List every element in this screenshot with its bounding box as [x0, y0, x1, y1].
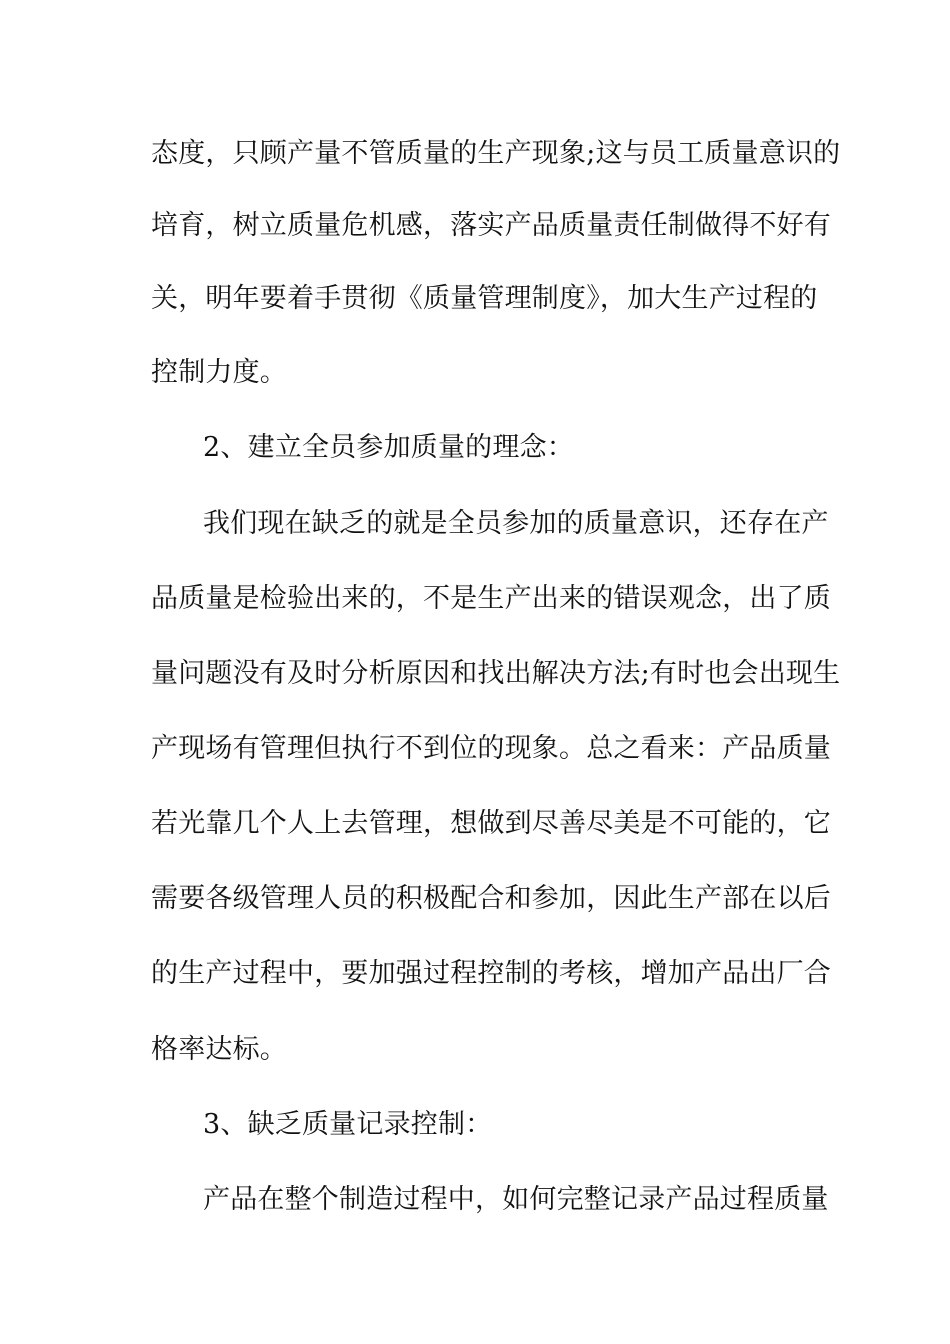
text-line: 关，明年要着手贯彻《质量管理制度》，加大生产过程的	[151, 283, 818, 314]
section-heading: 3、缺乏质量记录控制：	[203, 1109, 493, 1140]
text-line: 态度，只顾产量不管质量的生产现象;这与员工质量意识的	[151, 138, 841, 169]
text-line: 产品在整个制造过程中，如何完整记录产品过程质量	[203, 1184, 829, 1215]
text-line: 若光靠几个人上去管理，想做到尽善尽美是不可能的，它	[151, 808, 831, 839]
text-line: 产现场有管理但执行不到位的现象。总之看来：产品质量	[151, 733, 831, 764]
text-line: 格率达标。	[151, 1034, 287, 1065]
section-heading: 2、建立全员参加质量的理念：	[203, 432, 574, 463]
text-line: 品质量是检验出来的，不是生产出来的错误观念，出了质	[151, 583, 831, 614]
text-line: 培育，树立质量危机感，落实产品质量责任制做得不好有	[151, 210, 831, 241]
text-line: 量问题没有及时分析原因和找出解决方法;有时也会出现生	[151, 658, 841, 689]
text-line: 控制力度。	[151, 357, 287, 388]
text-line: 我们现在缺乏的就是全员参加的质量意识，还存在产	[203, 508, 829, 539]
text-line: 的生产过程中，要加强过程控制的考核，增加产品出厂合	[151, 958, 831, 989]
text-line: 需要各级管理人员的积极配合和参加，因此生产部在以后	[151, 883, 831, 914]
